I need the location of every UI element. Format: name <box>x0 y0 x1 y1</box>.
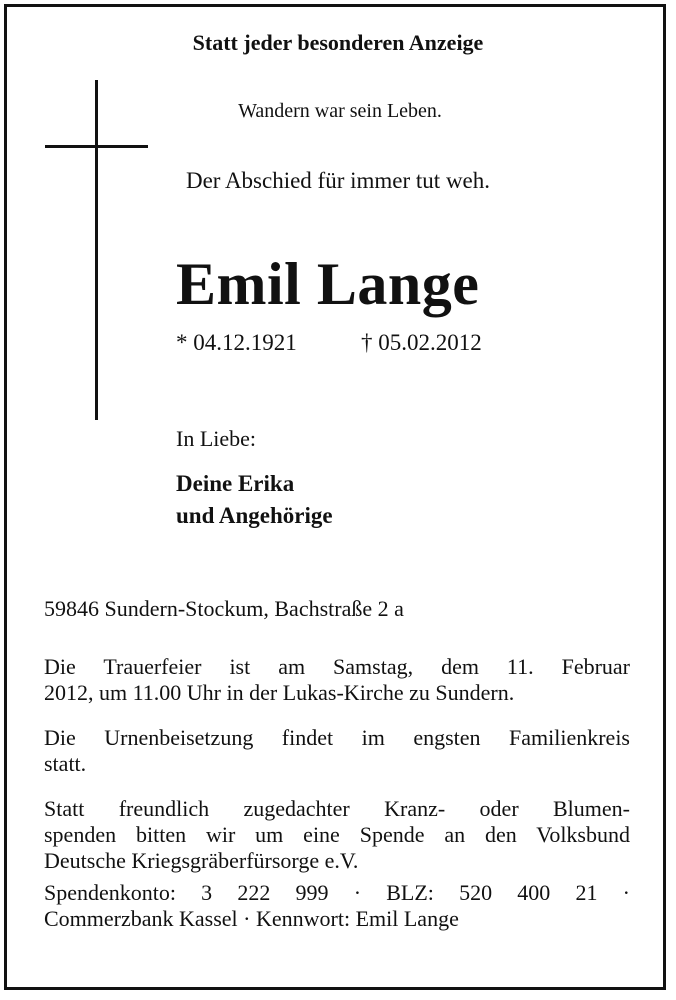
motto: Wandern war sein Leben. <box>238 100 442 122</box>
address: 59846 Sundern-Stockum, Bachstraße 2 a <box>44 596 404 621</box>
paragraph-line: 2012, um 11.00 Uhr in der Lukas-Kirche zu Sundern. <box>44 680 515 705</box>
death-date: † 05.02.2012 <box>361 330 482 355</box>
account-paragraph <box>44 880 630 932</box>
farewell-line: Der Abschied für immer tut weh. <box>185 168 491 193</box>
mourner-line: Deine Erika <box>176 471 295 496</box>
cross-icon-bar <box>45 145 148 148</box>
mourners-intro: In Liebe: <box>176 426 257 451</box>
mourner-line: und Angehörige <box>176 503 333 528</box>
notice-header: Statt jeder besonderen Anzeige <box>192 30 484 55</box>
burial-paragraph <box>44 725 630 777</box>
paragraph-line: statt. <box>44 751 87 776</box>
paragraph-line: Die Urnenbeisetzung findet im engsten Familienkreis <box>44 725 630 750</box>
paragraph-line: spenden bitten wir um eine Spende an den Volksbund <box>44 822 630 847</box>
paragraph-line: Statt freundlich zugedachter Kranz- oder Blumen- <box>44 796 630 821</box>
paragraph-line: Spendenkonto: 3 222 999 · BLZ: 520 400 21 · <box>44 880 630 905</box>
ceremony-paragraph <box>44 654 630 706</box>
mourners <box>176 468 333 532</box>
birth-date: * 04.12.1921 <box>176 330 297 355</box>
cross-icon <box>95 80 98 420</box>
deceased-name: Emil Lange <box>176 251 480 317</box>
paragraph-line: Die Trauerfeier ist am Samstag, dem 11. Februar <box>44 654 630 679</box>
paragraph-line: Deutsche Kriegsgräberfürsorge e.V. <box>44 848 359 873</box>
donation-paragraph <box>44 796 630 874</box>
paragraph-line: Commerzbank Kassel · Kennwort: Emil Lange <box>44 906 459 931</box>
